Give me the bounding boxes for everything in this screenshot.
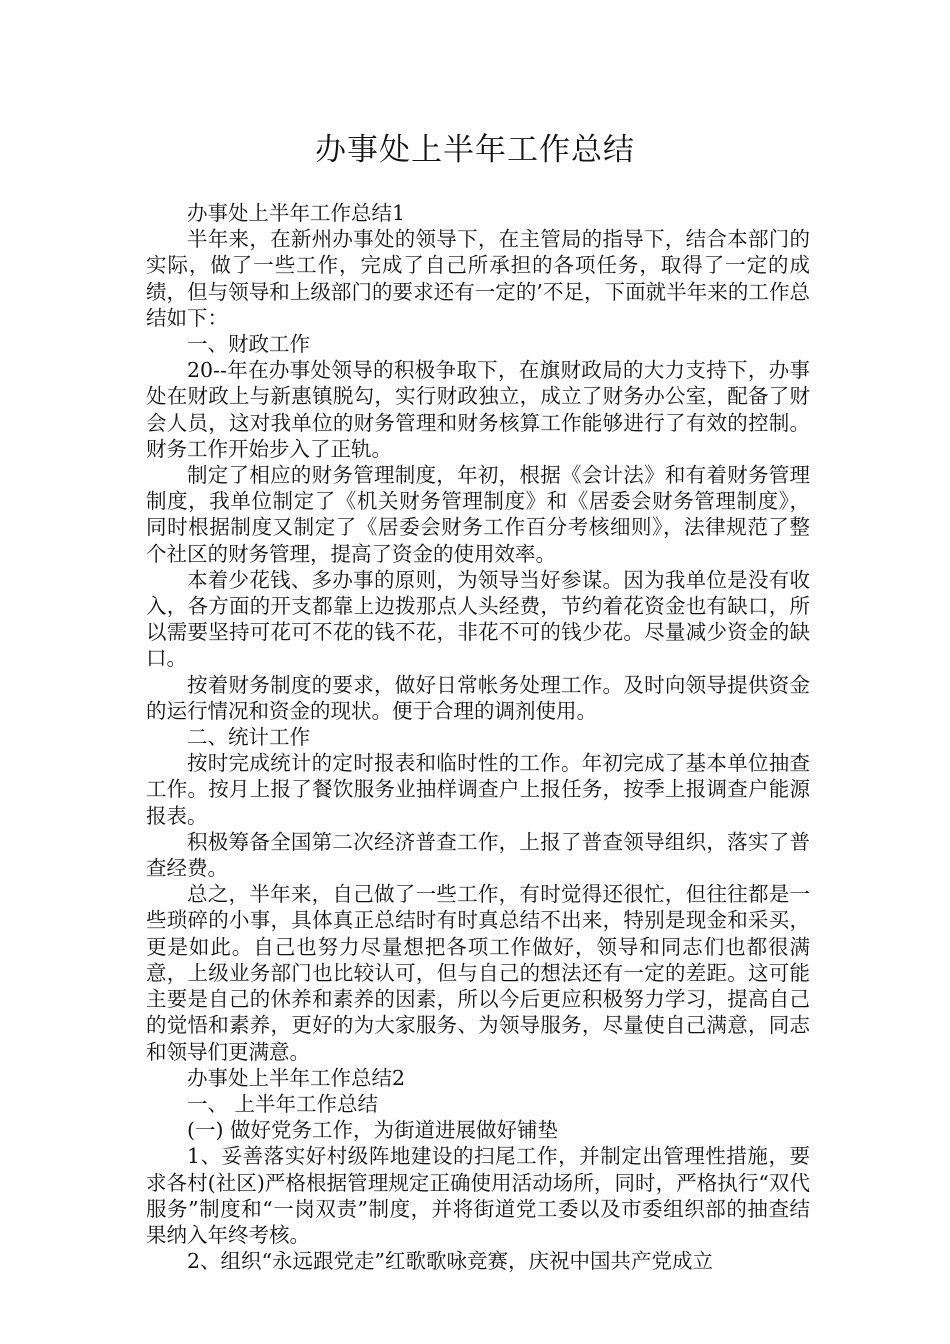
paragraph: 半年来，在新州办事处的领导下，在主管局的指导下，结合本部门的实际，做了一些工作，完成了自己所承担的各项任务，取得了一定的成绩，但与领导和上级部门的要求还有一定的’不足，下面就半年来的工作总结如下： bbox=[146, 227, 810, 330]
paragraph: 制定了相应的财务管理制度，年初，根据《会计法》和有着财务管理制度，我单位制定了《机关财务管理制度》和《居委会财务管理制度》，同时根据制度又制定了《居委会财务工作百分考核细则》，法律规范了整个社区的财务管理，提高了资金的使用效率。 bbox=[146, 463, 810, 566]
paragraph: 按着财务制度的要求，做好日常帐务处理工作。及时向领导提供资金的运行情况和资金的现状。便于合理的调剂使用。 bbox=[146, 672, 810, 723]
paragraph: 2、组织“永远跟党走”红歌歌咏竞赛，庆祝中国共产党成立 bbox=[187, 1249, 714, 1274]
document-title: 办事处上半年工作总结 bbox=[315, 132, 635, 168]
paragraph: 一、财政工作 bbox=[187, 332, 310, 357]
paragraph: 办事处上半年工作总结2 bbox=[187, 1065, 406, 1090]
document-body bbox=[146, 200, 810, 1274]
paragraph: 总之，半年来，自己做了一些工作，有时觉得还很忙，但往往都是一些琐碎的小事，具体真正总结时有时真总结不出来，特别是现金和采买，更是如此。自己也努力尽量想把各项工作做好，领导和同志们也都很满意，上级业务部门也比较认可，但与自己的想法还有一定的差距。这可能主要是自己的休养和素养的因素，所以今后更应积极努力学习，提高自己的觉悟和素养，更好的为大家服务、为领导服务，尽量使自己满意，同志和领导们更满意。 bbox=[146, 882, 810, 1064]
paragraph: 按时完成统计的定时报表和临时性的工作。年初完成了基本单位抽查工作。按月上报了餐饮服务业抽样调查户上报任务，按季上报调查户能源报表。 bbox=[146, 751, 810, 828]
paragraph: 二、统计工作 bbox=[187, 725, 310, 750]
paragraph: 办事处上半年工作总结1 bbox=[187, 201, 406, 225]
paragraph: 积极筹备全国第二次经济普查工作，上报了普查领导组织，落实了普查经费。 bbox=[146, 829, 810, 881]
paragraph: 20--年在办事处领导的积极争取下，在旗财政局的大力支持下，办事处在财政上与新惠镇脱勾，实行财政独立，成立了财务办公室，配备了财会人员，这对我单位的财务管理和财务核算工作能够进行了有效的控制。财务工作开始步入了正轨。 bbox=[146, 358, 810, 461]
paragraph: 本着少花钱、多办事的原则，为领导当好参谋。因为我单位是没有收入，各方面的开支都靠上边拨那点人头经费，节约着花资金也有缺口，所以需要坚持可花可不花的钱不花，非花不可的钱少花。尽量减少资金的缺口。 bbox=[146, 567, 810, 671]
paragraph: (一) 做好党务工作，为街道进展做好铺垫 bbox=[187, 1118, 559, 1143]
paragraph: 1、妥善落实好村级阵地建设的扫尾工作，并制定出管理性措施，要求各村(社区)严格根据管理规定正确使用活动场所，同时，严格执行“双代服务”制度和“一岗双责”制度，并将街道党工委以及市委组织部的抽查结果纳入年终考核。 bbox=[146, 1144, 810, 1247]
paragraph: 一、 上半年工作总结 bbox=[187, 1091, 379, 1116]
